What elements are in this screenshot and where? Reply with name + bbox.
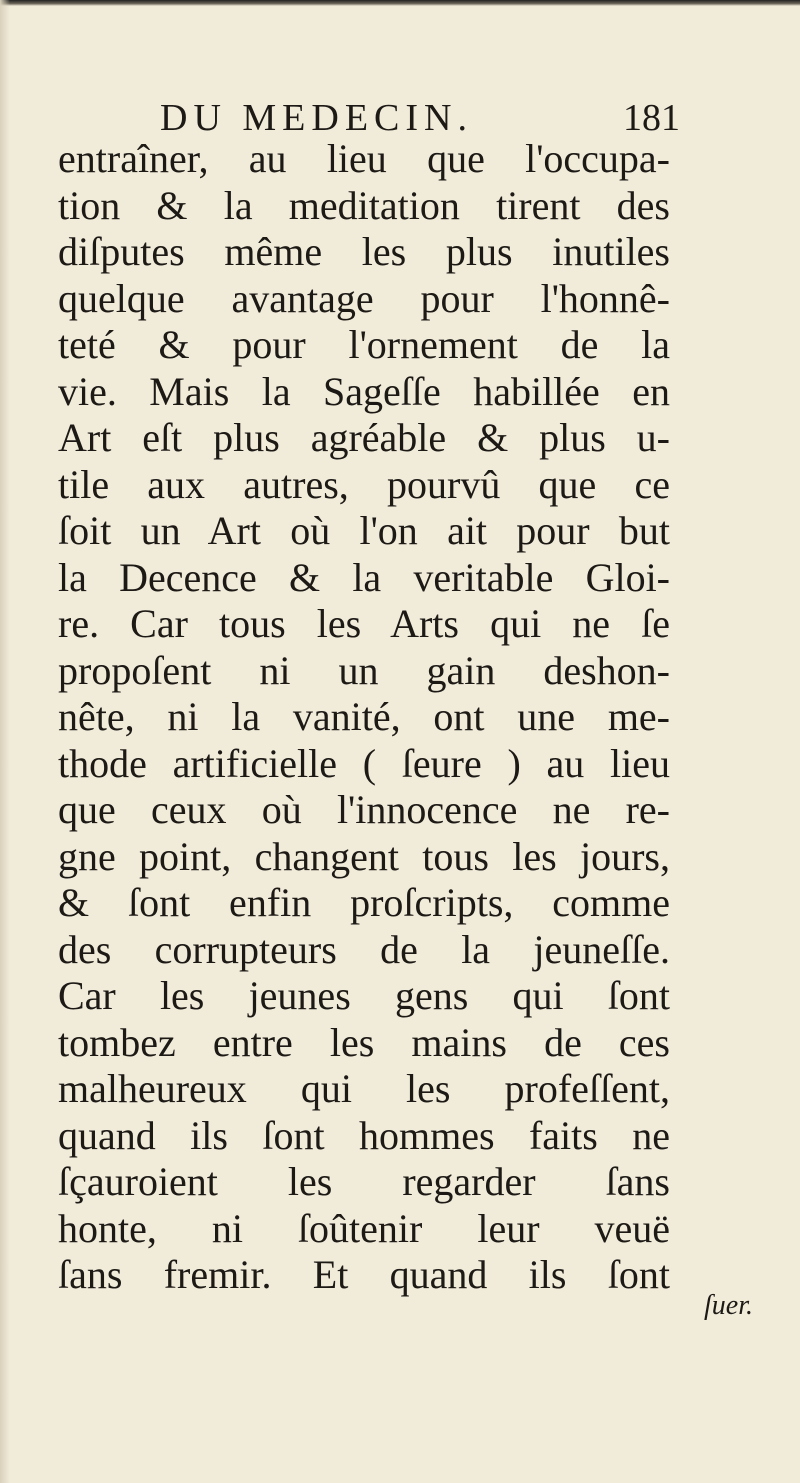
text-line: ſçauroient les regarder ſans: [58, 1159, 670, 1204]
text-line: re. Car tous les Arts qui ne ſe: [58, 601, 670, 646]
text-line: vie. Mais la Sageſſe habillée en: [58, 368, 670, 414]
text-line: la Decence & la veritable Gloi-: [58, 554, 670, 600]
text-line: que ceux où l'innocence ne re-: [58, 787, 670, 832]
top-edge-shadow: [0, 0, 800, 6]
text-line: quelque avantage pour l'honnê-: [58, 275, 670, 321]
text-line: entraîner, au lieu que l'occupa-: [58, 136, 670, 181]
text-line: tombez entre les mains de ces: [58, 1019, 670, 1065]
running-head: DU MEDECIN.: [160, 97, 473, 139]
catchword: ſuer.: [704, 1290, 753, 1321]
text-line: tion & la meditation tirent des: [58, 182, 670, 228]
body-text: [58, 136, 670, 1299]
text-line: thode artificielle ( ſeure ) au lieu: [58, 740, 670, 786]
text-line: diſputes même les plus inutiles: [58, 229, 670, 274]
text-line: tile aux autres, pourvû que ce: [58, 461, 670, 507]
page-number: 181: [623, 97, 680, 139]
text-line: quand ils ſont hommes faits ne: [58, 1112, 670, 1158]
text-line: Art eſt plus agréable & plus u-: [58, 415, 670, 460]
gutter-shading: [0, 0, 10, 1483]
text-line: gne point, changent tous les jours,: [58, 833, 670, 879]
text-line: propoſent ni un gain deshon-: [58, 647, 670, 693]
text-line: ſans fremir. Et quand ils ſont: [58, 1252, 670, 1297]
text-line: malheureux qui les profeſſent,: [58, 1066, 670, 1111]
text-line: teté & pour l'ornement de la: [58, 322, 670, 367]
text-line: des corrupteurs de la jeuneſſe.: [58, 926, 670, 972]
text-line: ſoit un Art où l'on ait pour but: [58, 508, 670, 553]
text-line: nête, ni la vanité, ont une me-: [58, 694, 670, 739]
text-line: Car les jeunes gens qui ſont: [58, 973, 670, 1018]
text-line: & ſont enfin proſcripts, comme: [58, 880, 670, 925]
text-line: honte, ni ſoûtenir leur veuë: [58, 1205, 670, 1251]
